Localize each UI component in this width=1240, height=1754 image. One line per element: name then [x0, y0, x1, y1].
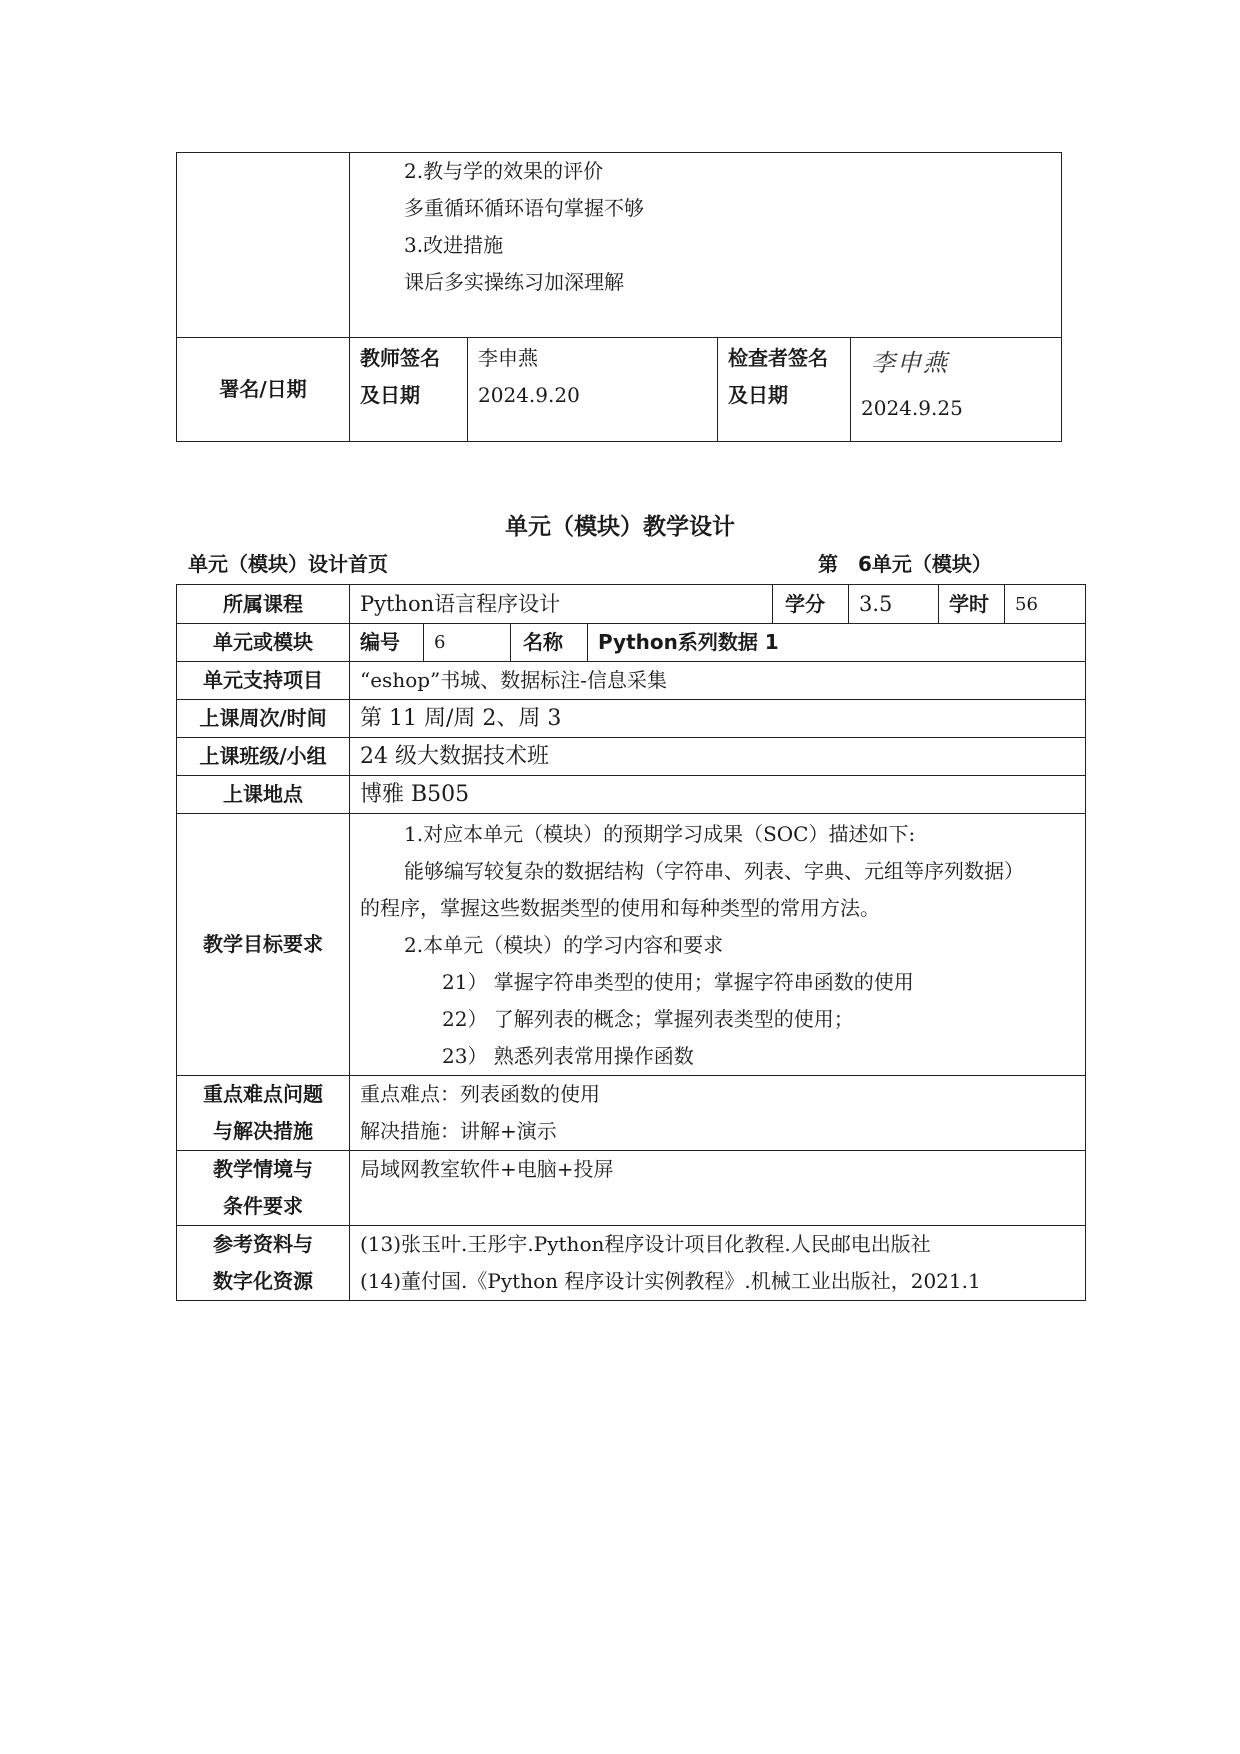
subheader-right: 第 6单元（模块） [818, 552, 992, 576]
teacher-signature-label [350, 338, 468, 442]
key-issues-line-2: 解决措施：讲解+演示 [360, 1119, 557, 1143]
goals-line-6: 22） 了解列表的概念；掌握列表类型的使用； [442, 1007, 854, 1031]
references-label-line1: 参考资料与 [213, 1232, 313, 1256]
checker-label-line2: 及日期 [728, 383, 788, 407]
class-label: 上课班级/小组 [177, 738, 350, 776]
references-label [177, 1226, 350, 1301]
checker-signature-cell [851, 338, 1062, 442]
goals-label: 教学目标要求 [177, 814, 350, 1076]
goals-line-4: 2.本单元（模块）的学习内容和要求 [404, 933, 724, 957]
hours-value: 56 [1005, 585, 1086, 624]
teacher-label-line2: 及日期 [360, 383, 420, 407]
location-value: 博雅 B505 [350, 776, 1086, 814]
name-value: Python系列数据 1 [588, 624, 1086, 662]
key-issues-label [177, 1076, 350, 1151]
subheader-left: 单元（模块）设计首页 [188, 552, 388, 576]
hours-label: 学时 [939, 585, 1005, 624]
number-value: 6 [424, 624, 511, 662]
goals-line-1: 1.对应本单元（模块）的预期学习成果（SOC）描述如下: [404, 822, 916, 846]
goals-cell [350, 814, 1086, 1076]
document-title: 单元（模块）教学设计 [505, 514, 735, 540]
environment-label-line2: 条件要求 [223, 1194, 303, 1218]
signature-label: 署名/日期 [177, 338, 350, 442]
course-label: 所属课程 [177, 585, 350, 624]
evaluation-heading: 2.教与学的效果的评价 [404, 159, 604, 183]
week-label: 上课周次/时间 [177, 700, 350, 738]
environment-cell [350, 1151, 1086, 1226]
number-label: 编号 [350, 624, 424, 662]
course-value: Python语言程序设计 [350, 585, 773, 624]
credit-value: 3.5 [849, 585, 939, 624]
key-issues-cell [350, 1076, 1086, 1151]
location-label: 上课地点 [177, 776, 350, 814]
goals-line-5: 21） 掌握字符串类型的使用；掌握字符串函数的使用 [442, 970, 914, 994]
key-issues-label-line2: 与解决措施 [213, 1119, 313, 1143]
project-label: 单元支持项目 [177, 662, 350, 700]
references-label-line2: 数字化资源 [213, 1269, 313, 1293]
environment-label [177, 1151, 350, 1226]
teacher-name: 李申燕 [478, 346, 538, 370]
project-value: “eshop”书城、数据标注-信息采集 [350, 662, 1086, 700]
checker-date: 2024.9.25 [861, 396, 963, 420]
references-cell [350, 1226, 1086, 1301]
week-value: 第 11 周/周 2、周 3 [350, 700, 1086, 738]
evaluation-text: 多重循环循环语句掌握不够 [404, 196, 644, 220]
goals-line-7: 23） 熟悉列表常用操作函数 [442, 1044, 694, 1068]
reflection-label-cell [177, 153, 350, 338]
environment-label-line1: 教学情境与 [213, 1157, 313, 1181]
unit-design-table [176, 584, 1086, 1301]
goals-line-3: 的程序，掌握这些数据类型的使用和每种类型的常用方法。 [360, 896, 880, 920]
reflection-table [176, 152, 1062, 442]
handwritten-signature: 李申燕 [871, 349, 949, 377]
name-label: 名称 [511, 624, 588, 662]
reference-line-1: (13)张玉叶.王彤宇.Python程序设计项目化教程.人民邮电出版社 [360, 1232, 931, 1256]
teacher-signature-cell [468, 338, 718, 442]
credit-label: 学分 [773, 585, 849, 624]
module-label: 单元或模块 [177, 624, 350, 662]
improvement-heading: 3.改进措施 [404, 233, 504, 257]
evaluation-cell [350, 153, 1062, 338]
teacher-date: 2024.9.20 [478, 383, 580, 407]
goals-line-2: 能够编写较复杂的数据结构（字符串、列表、字典、元组等序列数据） [404, 859, 1024, 883]
checker-label-line1: 检查者签名 [728, 346, 828, 370]
class-value: 24 级大数据技术班 [350, 738, 1086, 776]
improvement-text: 课后多实操练习加深理解 [404, 270, 624, 294]
environment-value: 局域网教室软件+电脑+投屏 [360, 1157, 614, 1181]
checker-signature-label [718, 338, 851, 442]
key-issues-line-1: 重点难点：列表函数的使用 [360, 1082, 600, 1106]
key-issues-label-line1: 重点难点问题 [203, 1082, 323, 1106]
teacher-label-line1: 教师签名 [360, 346, 440, 370]
reference-line-2: (14)董付国.《Python 程序设计实例教程》.机械工业出版社，2021.1 [360, 1269, 981, 1293]
